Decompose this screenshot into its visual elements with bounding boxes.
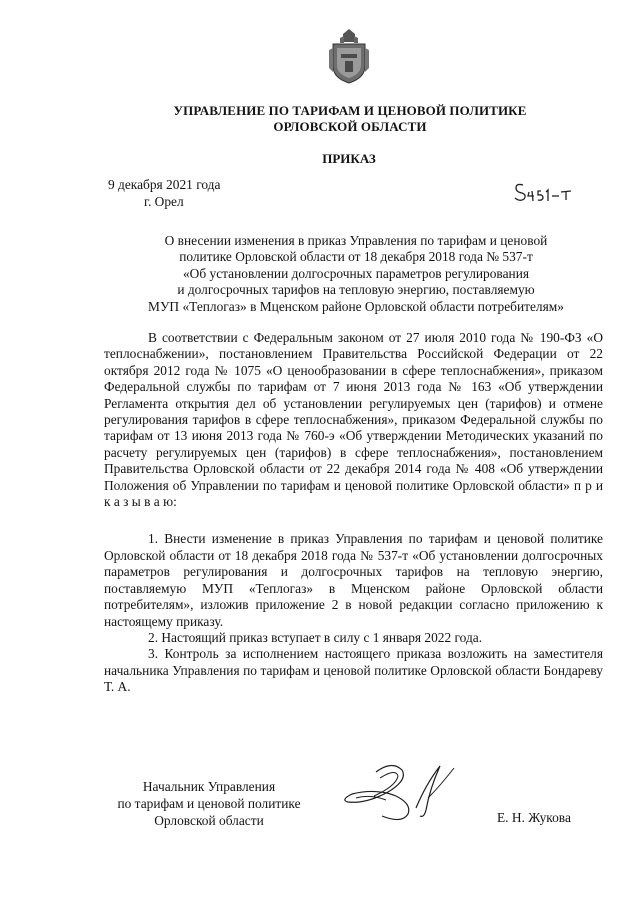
subject-line: политике Орловской области от 18 декабря 2018 года № 537-т — [179, 249, 533, 265]
signer-position-line: по тарифам и ценовой политике — [117, 796, 301, 811]
order-date: 9 декабря 2021 года — [108, 177, 221, 192]
organization-title-line: ОРЛОВСКОЙ ОБЛАСТИ — [273, 119, 427, 134]
subject-line: и долгосрочных тарифов на тепловую энергию, поставляемую — [177, 282, 535, 298]
subject-line: МУП «Теплогаз» в Мценском районе Орловской области потребителям» — [148, 298, 564, 314]
order-item: 2. Настоящий приказ вступает в силу с 1 января 2022 года. — [148, 629, 483, 645]
document-type: ПРИКАЗ — [322, 151, 376, 166]
signer-position-line: Начальник Управления — [142, 779, 276, 794]
paragraph-gap — [104, 510, 603, 531]
order-subject — [114, 233, 598, 315]
signer-name: Е. Н. Жукова — [497, 810, 571, 825]
handwritten-order-number — [513, 179, 575, 203]
organization-title — [120, 103, 580, 135]
signer-position-line: Орловской области — [154, 813, 264, 828]
organization-title-line: УПРАВЛЕНИЕ ПО ТАРИФАМ И ЦЕНОВОЙ ПОЛИТИКЕ — [173, 103, 527, 118]
order-item: 3. Контроль за исполнением настоящего приказа возложить на заместителя начальника Управления по тарифам и ценовой политике Орловской области Бондареву Т. А. — [104, 646, 603, 695]
handwritten-signature — [336, 758, 460, 828]
subject-line: «Об установлении долгосрочных параметров регулирования — [182, 265, 530, 281]
preamble-paragraph: В соответствии с Федеральным законом от 27 июля 2010 года № 190-ФЗ «О теплоснабжении», постановлением Правительства Российской Федерации от 22 октября 2012 года № 1075 «О ценообразовании в сфере теплоснабжения», приказом Федеральной службы по тарифам от 7 июня 2013 года № 163 «Об утверждении Регламента открытия дел об установлении регулируемых цен (тарифов) и отмене регулирования тарифов в сфере теплоснабжения», приказом Федеральной службы по тарифам от 13 июня 2013 года № 760-э «Об утверждении Методических указаний по расчету регулируемых цен (тарифов) в сфере теплоснабжения», постановлением Правительства Орловской области от 22 декабря 2014 года № 408 «Об утверждении Положения об Управлении по тарифам и ценовой политике Орловской области» п р и к а з ы в а ю: — [104, 330, 603, 510]
order-body — [104, 330, 603, 696]
coat-of-arms-icon — [327, 28, 371, 84]
subject-line: О внесении изменения в приказ Управления по тарифам и ценовой — [164, 233, 548, 248]
signer-position — [103, 778, 315, 829]
order-item: 1. Внести изменение в приказ Управления по тарифам и ценовой политике Орловской области от 18 декабря 2018 года № 537-т «Об установлении долгосрочных параметров регулирования и долгосрочных тарифов на тепловую энергию, поставляемую МУП «Теплогаз» в Мценском районе Орловской области потребителям», изложив приложение 2 в новой редакции согласно приложению к настоящему приказу. — [104, 531, 603, 629]
order-city: г. Орел — [144, 194, 184, 209]
